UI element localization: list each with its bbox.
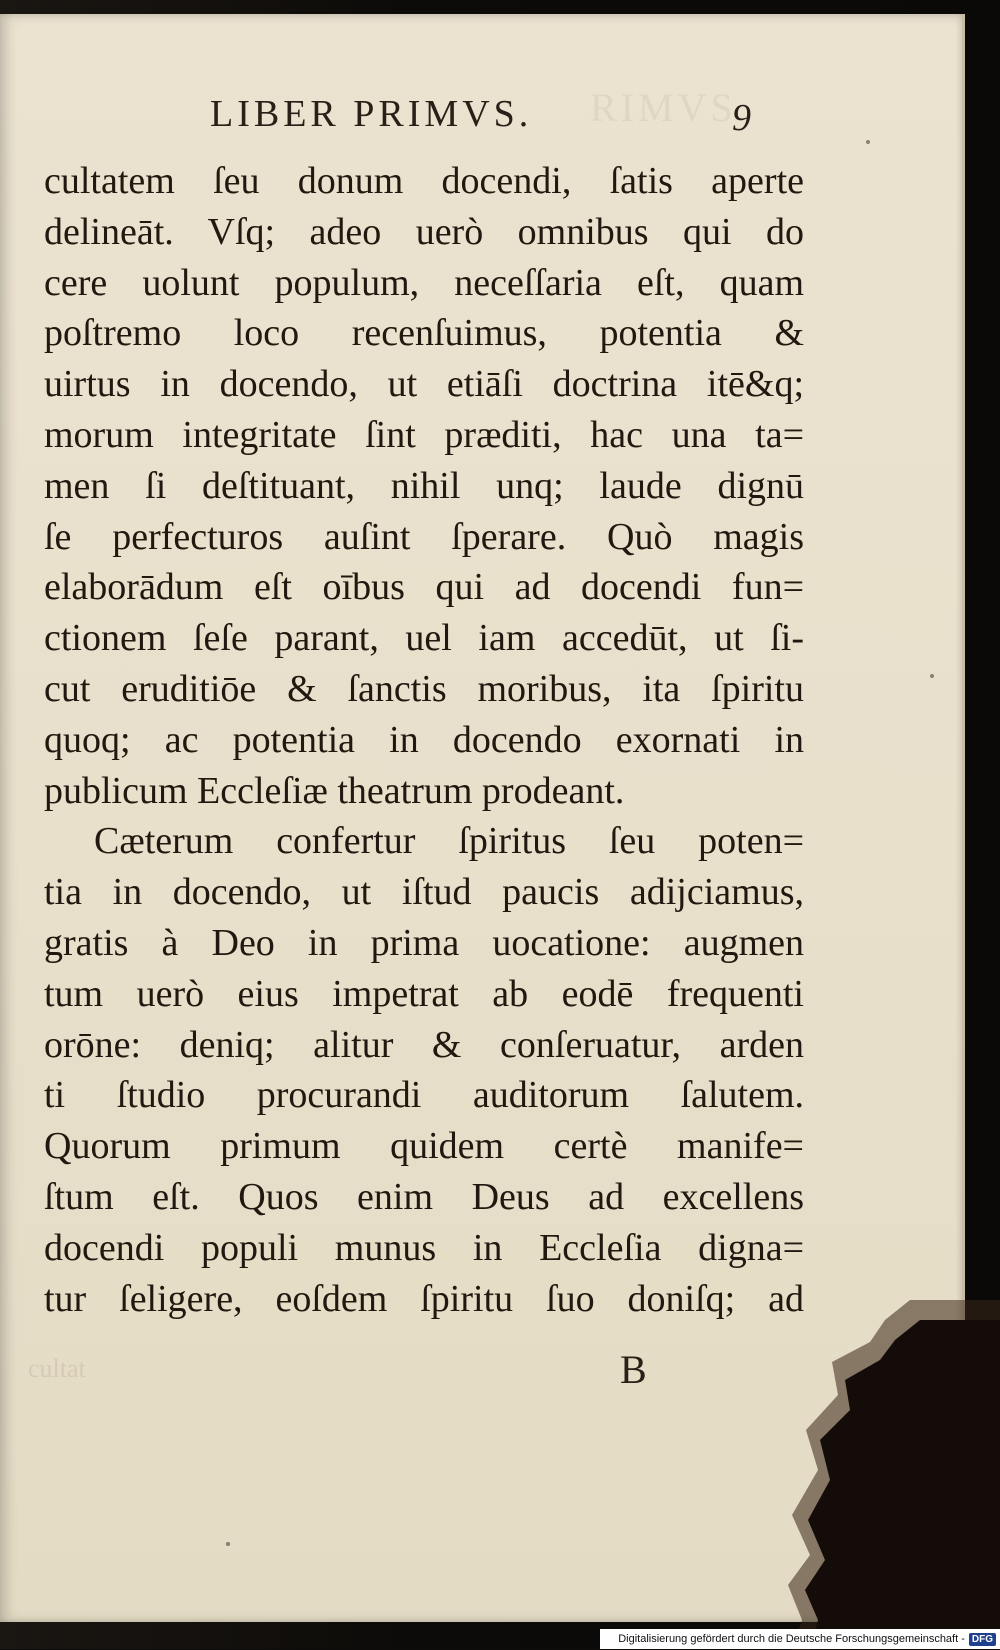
text-line: ctionem ſeſe parant, uel iam accedūt, ut ſi- — [44, 617, 804, 660]
text-line: tur ſeligere, eoſdem ſpiritu ſuo doniſq; ad — [44, 1277, 804, 1320]
paper-speck — [226, 1542, 230, 1546]
page-number: 9 — [732, 97, 751, 139]
text-line: ſtum eſt. Quos enim Deus ad excellens — [44, 1175, 804, 1218]
text-line: Quorum primum quidem certè manife= — [44, 1125, 804, 1168]
paper-speck — [866, 140, 870, 144]
text-line: docendi populi munus in Eccleſia digna= — [44, 1226, 804, 1269]
text-line: morum integritate ſint præditi, hac una ta= — [44, 413, 804, 456]
text-line: cut eruditiōe & ſanctis moribus, ita ſpiritu — [44, 667, 804, 710]
text-line: publicum Eccleſiæ theatrum prodeant. — [44, 769, 625, 812]
text-line: elaborādum eſt oībus qui ad docendi fun= — [44, 566, 804, 609]
text-line: delineāt. Vſq; adeo uerò omnibus qui do — [44, 210, 804, 253]
text-line: Cæterum confertur ſpiritus ſeu poten= — [94, 820, 804, 863]
bleed-through-ghost: cultat — [28, 1354, 86, 1383]
text-line: tum uerò eius impetrat ab eodē frequenti — [44, 972, 804, 1015]
paper-speck — [930, 674, 934, 678]
signature-mark: B — [620, 1347, 647, 1392]
text-line: quoq; ac potentia in docendo exornati in — [44, 718, 804, 761]
text-line: poſtremo loco recenſuimus, potentia & — [44, 312, 804, 355]
text-line: gratis à Deo in prima uocatione: augmen — [44, 921, 804, 964]
dfg-logo: DFG — [969, 1633, 996, 1646]
text-line: orōne: deniq; alitur & conſeruatur, arden — [44, 1023, 804, 1066]
book-page — [0, 14, 965, 1622]
credit-text: Digitalisierung gefördert durch die Deutsche Forschungsgemeinschaft - — [618, 1633, 965, 1645]
text-line: ſe perfecturos auſint ſperare. Quò magis — [44, 515, 804, 558]
text-line: cultatem ſeu donum docendi, ſatis aperte — [44, 160, 804, 202]
text-line: cere uolunt populum, neceſſaria eſt, quam — [44, 261, 804, 304]
digitization-credit — [600, 1629, 1000, 1649]
running-head: LIBER PRIMVS. — [210, 93, 533, 135]
text-line: men ſi deſtituant, nihil unq; laude dignū — [44, 464, 804, 507]
text-line: tia in docendo, ut iſtud paucis adijciamus, — [44, 871, 804, 914]
body-text — [44, 156, 804, 1324]
text-line: ti ſtudio procurandi auditorum ſalutem. — [44, 1074, 804, 1117]
bleed-through-ghost: RIMVS — [590, 85, 737, 130]
text-line: uirtus in docendo, ut etiāſi doctrina itē&q; — [44, 363, 804, 406]
